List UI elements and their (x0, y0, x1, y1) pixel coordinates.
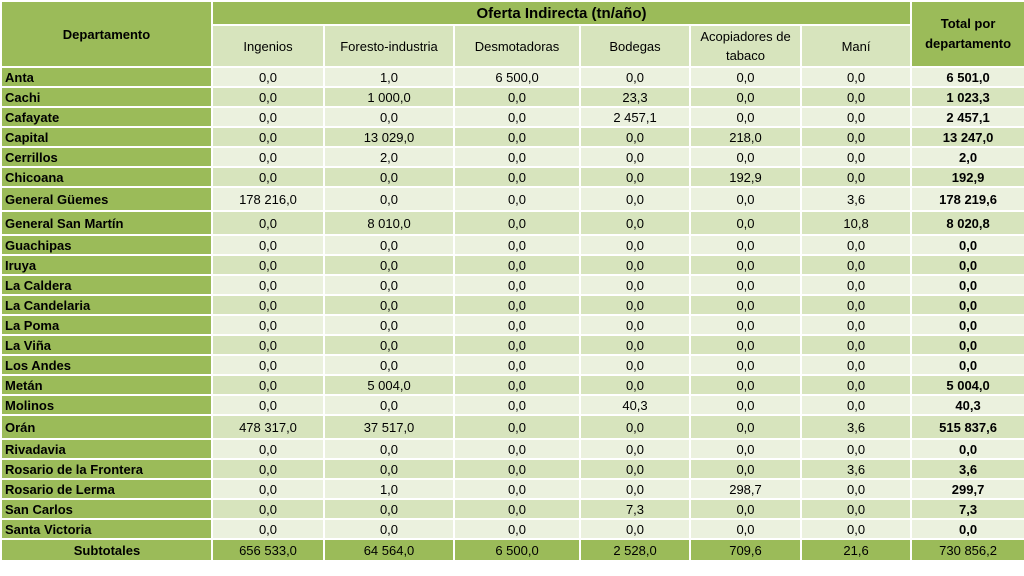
row-total: 515 837,6 (911, 415, 1024, 439)
row-value: 3,6 (801, 459, 911, 479)
row-value: 0,0 (324, 275, 454, 295)
row-total: 6 501,0 (911, 67, 1024, 87)
row-value: 0,0 (454, 235, 580, 255)
row-value: 0,0 (801, 167, 911, 187)
row-value: 0,0 (690, 315, 801, 335)
row-departamento: Cafayate (1, 107, 212, 127)
row-departamento: San Carlos (1, 499, 212, 519)
row-total: 299,7 (911, 479, 1024, 499)
row-value: 10,8 (801, 211, 911, 235)
row-value: 0,0 (801, 315, 911, 335)
row-value: 0,0 (454, 459, 580, 479)
row-value: 0,0 (690, 87, 801, 107)
row-value: 0,0 (454, 167, 580, 187)
row-value: 0,0 (212, 395, 324, 415)
row-value: 0,0 (801, 147, 911, 167)
row-total: 0,0 (911, 355, 1024, 375)
row-value: 0,0 (801, 335, 911, 355)
row-value: 0,0 (454, 187, 580, 211)
row-departamento: Anta (1, 67, 212, 87)
table-row (1, 355, 1024, 375)
row-value: 0,0 (454, 147, 580, 167)
row-value: 2 457,1 (580, 107, 690, 127)
row-departamento: Los Andes (1, 355, 212, 375)
table-row (1, 187, 1024, 211)
row-value: 1 000,0 (324, 87, 454, 107)
row-value: 0,0 (454, 107, 580, 127)
subtotals-total: 730 856,2 (911, 539, 1024, 561)
row-departamento: Molinos (1, 395, 212, 415)
row-departamento: General Güemes (1, 187, 212, 211)
header-total: Total por departamento (911, 1, 1024, 67)
row-value: 1,0 (324, 67, 454, 87)
row-value: 0,0 (324, 235, 454, 255)
row-value: 0,0 (801, 395, 911, 415)
row-value: 0,0 (454, 395, 580, 415)
row-value: 0,0 (212, 211, 324, 235)
row-departamento: La Poma (1, 315, 212, 335)
table-row (1, 107, 1024, 127)
row-value: 178 216,0 (212, 187, 324, 211)
subtotal-value: 21,6 (801, 539, 911, 561)
row-value: 0,0 (212, 459, 324, 479)
row-value: 0,0 (212, 87, 324, 107)
row-departamento: La Candelaria (1, 295, 212, 315)
row-total: 2,0 (911, 147, 1024, 167)
row-value: 0,0 (454, 519, 580, 539)
row-value: 0,0 (212, 295, 324, 315)
row-departamento: Cachi (1, 87, 212, 107)
row-total: 0,0 (911, 235, 1024, 255)
table-row (1, 87, 1024, 107)
row-value: 0,0 (212, 519, 324, 539)
row-value: 0,0 (324, 107, 454, 127)
row-value: 0,0 (690, 355, 801, 375)
row-total: 3,6 (911, 459, 1024, 479)
row-value: 0,0 (212, 127, 324, 147)
row-value: 0,0 (454, 275, 580, 295)
row-value: 0,0 (690, 255, 801, 275)
row-value: 0,0 (580, 519, 690, 539)
row-value: 0,0 (212, 479, 324, 499)
row-value: 0,0 (801, 295, 911, 315)
row-value: 0,0 (580, 459, 690, 479)
row-value: 3,6 (801, 187, 911, 211)
row-value: 0,0 (690, 499, 801, 519)
row-departamento: Rosario de la Frontera (1, 459, 212, 479)
table-row (1, 335, 1024, 355)
row-value: 0,0 (690, 235, 801, 255)
row-value: 0,0 (801, 519, 911, 539)
row-total: 192,9 (911, 167, 1024, 187)
row-value: 0,0 (454, 315, 580, 335)
row-value: 0,0 (454, 211, 580, 235)
row-value: 0,0 (454, 479, 580, 499)
row-value: 0,0 (580, 355, 690, 375)
row-value: 0,0 (690, 459, 801, 479)
row-departamento: La Caldera (1, 275, 212, 295)
row-value: 0,0 (324, 187, 454, 211)
row-value: 8 010,0 (324, 211, 454, 235)
row-value: 0,0 (580, 67, 690, 87)
row-value: 0,0 (690, 187, 801, 211)
row-value: 0,0 (212, 67, 324, 87)
row-value: 0,0 (801, 87, 911, 107)
row-total: 0,0 (911, 295, 1024, 315)
row-value: 0,0 (212, 255, 324, 275)
row-value: 0,0 (454, 355, 580, 375)
row-total: 178 219,6 (911, 187, 1024, 211)
subtotal-value: 2 528,0 (580, 539, 690, 561)
row-value: 0,0 (324, 395, 454, 415)
row-total: 1 023,3 (911, 87, 1024, 107)
row-value: 0,0 (454, 127, 580, 147)
row-value: 0,0 (580, 235, 690, 255)
table-row (1, 415, 1024, 439)
row-departamento: La Viña (1, 335, 212, 355)
header-column: Desmotadoras (454, 25, 580, 67)
row-value: 0,0 (454, 255, 580, 275)
row-departamento: Chicoana (1, 167, 212, 187)
table-row (1, 375, 1024, 395)
row-total: 13 247,0 (911, 127, 1024, 147)
row-value: 0,0 (801, 439, 911, 459)
table-row (1, 147, 1024, 167)
header-group-title: Oferta Indirecta (tn/año) (212, 1, 911, 25)
row-value: 0,0 (212, 335, 324, 355)
row-value: 0,0 (212, 355, 324, 375)
table-row (1, 127, 1024, 147)
subtotals-label: Subtotales (1, 539, 212, 561)
row-value: 192,9 (690, 167, 801, 187)
subtotal-value: 6 500,0 (454, 539, 580, 561)
row-value: 0,0 (580, 275, 690, 295)
row-value: 0,0 (212, 375, 324, 395)
table-row (1, 519, 1024, 539)
row-value: 0,0 (454, 375, 580, 395)
row-total: 0,0 (911, 255, 1024, 275)
table-row (1, 67, 1024, 87)
table-row (1, 479, 1024, 499)
row-total: 0,0 (911, 275, 1024, 295)
row-value: 0,0 (454, 335, 580, 355)
row-value: 0,0 (580, 295, 690, 315)
subtotal-value: 64 564,0 (324, 539, 454, 561)
table-row (1, 275, 1024, 295)
header-column: Foresto-industria (324, 25, 454, 67)
row-value: 0,0 (690, 147, 801, 167)
row-value: 0,0 (324, 355, 454, 375)
row-value: 0,0 (212, 107, 324, 127)
table-row (1, 255, 1024, 275)
row-total: 0,0 (911, 439, 1024, 459)
row-value: 0,0 (454, 87, 580, 107)
row-value: 0,0 (580, 335, 690, 355)
row-departamento: Cerrillos (1, 147, 212, 167)
row-value: 0,0 (580, 167, 690, 187)
row-value: 0,0 (454, 295, 580, 315)
row-value: 0,0 (580, 127, 690, 147)
table-row (1, 295, 1024, 315)
row-value: 0,0 (801, 127, 911, 147)
table-row (1, 499, 1024, 519)
row-value: 0,0 (324, 335, 454, 355)
subtotal-value: 709,6 (690, 539, 801, 561)
row-value: 0,0 (580, 255, 690, 275)
row-value: 0,0 (801, 355, 911, 375)
row-value: 0,0 (324, 295, 454, 315)
row-value: 0,0 (580, 415, 690, 439)
row-total: 7,3 (911, 499, 1024, 519)
row-value: 5 004,0 (324, 375, 454, 395)
row-departamento: Guachipas (1, 235, 212, 255)
row-total: 5 004,0 (911, 375, 1024, 395)
row-value: 0,0 (212, 235, 324, 255)
row-value: 0,0 (690, 415, 801, 439)
row-value: 0,0 (690, 439, 801, 459)
row-total: 0,0 (911, 335, 1024, 355)
row-value: 0,0 (801, 235, 911, 255)
header-column: Acopiadores de tabaco (690, 25, 801, 67)
row-value: 0,0 (690, 335, 801, 355)
row-value: 13 029,0 (324, 127, 454, 147)
row-value: 0,0 (690, 211, 801, 235)
row-value: 0,0 (324, 459, 454, 479)
row-value: 0,0 (690, 67, 801, 87)
row-value: 0,0 (212, 499, 324, 519)
row-value: 0,0 (690, 107, 801, 127)
row-value: 0,0 (801, 67, 911, 87)
table-row (1, 459, 1024, 479)
row-value: 1,0 (324, 479, 454, 499)
row-departamento: Metán (1, 375, 212, 395)
row-total: 40,3 (911, 395, 1024, 415)
row-departamento: General San Martín (1, 211, 212, 235)
row-value: 7,3 (580, 499, 690, 519)
row-value: 0,0 (801, 479, 911, 499)
row-value: 0,0 (212, 439, 324, 459)
row-value: 0,0 (580, 315, 690, 335)
row-value: 0,0 (212, 275, 324, 295)
header-departamento: Departamento (1, 1, 212, 67)
row-value: 0,0 (580, 147, 690, 167)
row-total: 2 457,1 (911, 107, 1024, 127)
row-value: 0,0 (324, 315, 454, 335)
row-value: 2,0 (324, 147, 454, 167)
row-value: 0,0 (690, 395, 801, 415)
row-value: 0,0 (324, 167, 454, 187)
row-value: 0,0 (801, 499, 911, 519)
row-value: 6 500,0 (454, 67, 580, 87)
row-value: 37 517,0 (324, 415, 454, 439)
subtotal-value: 656 533,0 (212, 539, 324, 561)
header-column: Bodegas (580, 25, 690, 67)
table-row (1, 235, 1024, 255)
row-value: 0,0 (801, 275, 911, 295)
row-value: 0,0 (690, 295, 801, 315)
row-value: 0,0 (580, 375, 690, 395)
row-value: 0,0 (324, 439, 454, 459)
row-value: 0,0 (324, 499, 454, 519)
row-value: 0,0 (454, 439, 580, 459)
header-column: Ingenios (212, 25, 324, 67)
row-value: 0,0 (690, 519, 801, 539)
header-column: Maní (801, 25, 911, 67)
row-departamento: Santa Victoria (1, 519, 212, 539)
row-value: 0,0 (690, 375, 801, 395)
row-value: 0,0 (454, 499, 580, 519)
table-row (1, 211, 1024, 235)
row-value: 0,0 (212, 167, 324, 187)
row-value: 0,0 (454, 415, 580, 439)
row-value: 23,3 (580, 87, 690, 107)
row-departamento: Rivadavia (1, 439, 212, 459)
row-departamento: Iruya (1, 255, 212, 275)
row-value: 40,3 (580, 395, 690, 415)
row-value: 0,0 (324, 255, 454, 275)
row-value: 298,7 (690, 479, 801, 499)
row-value: 0,0 (580, 439, 690, 459)
table-row (1, 395, 1024, 415)
row-value: 0,0 (324, 519, 454, 539)
row-value: 218,0 (690, 127, 801, 147)
row-value: 0,0 (801, 107, 911, 127)
row-total: 0,0 (911, 315, 1024, 335)
row-value: 0,0 (690, 275, 801, 295)
row-departamento: Orán (1, 415, 212, 439)
table-row (1, 315, 1024, 335)
row-value: 0,0 (580, 211, 690, 235)
table-row (1, 167, 1024, 187)
row-departamento: Rosario de Lerma (1, 479, 212, 499)
row-value: 0,0 (580, 479, 690, 499)
row-value: 0,0 (580, 187, 690, 211)
row-value: 3,6 (801, 415, 911, 439)
row-departamento: Capital (1, 127, 212, 147)
row-total: 0,0 (911, 519, 1024, 539)
table-row (1, 439, 1024, 459)
row-value: 0,0 (212, 147, 324, 167)
row-value: 0,0 (801, 375, 911, 395)
subtotals-row (1, 539, 1024, 561)
row-value: 0,0 (212, 315, 324, 335)
row-total: 8 020,8 (911, 211, 1024, 235)
row-value: 0,0 (801, 255, 911, 275)
row-value: 478 317,0 (212, 415, 324, 439)
